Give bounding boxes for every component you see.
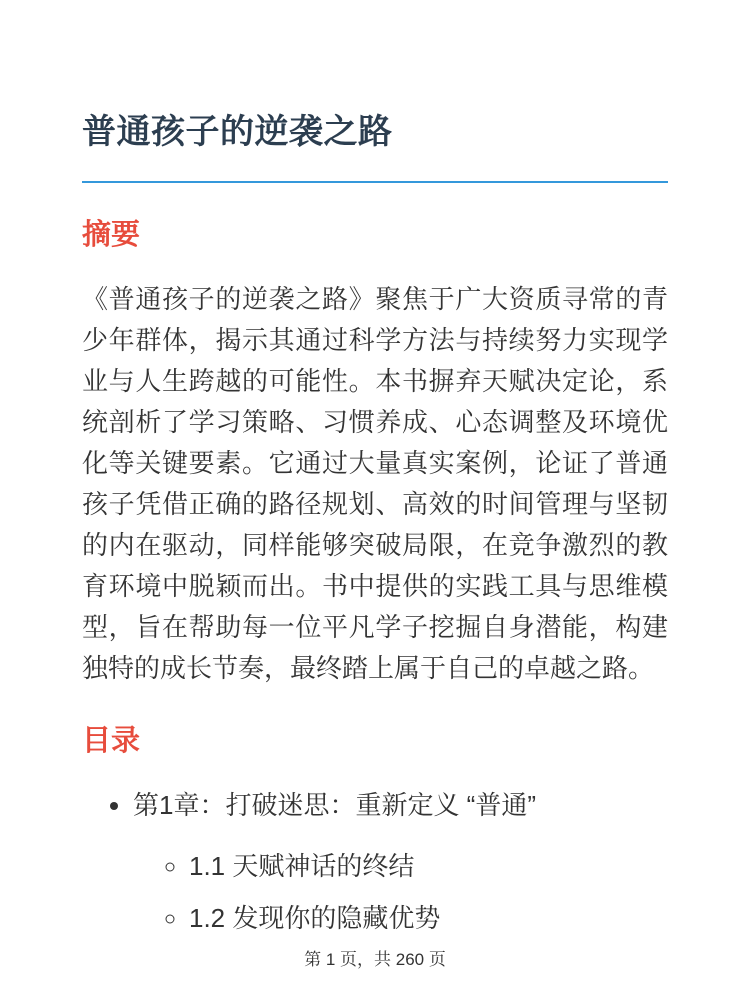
toc-section-label: 1.2 发现你的隐藏优势 [189,903,441,934]
toc-section-label: 1.1 天赋神话的终结 [189,851,415,882]
toc-section-item [189,846,668,886]
toc-chapter-label: 第1章：打破迷思：重新定义 “普通” [133,790,537,821]
toc-sublist [133,846,668,938]
title-divider [82,181,668,183]
toc-heading: 目录 [82,725,141,758]
abstract-heading: 摘要 [82,218,141,251]
footer-page-info: 第 1 页，共 260 页 [304,950,446,969]
page-title: 普通孩子的逆袭之路 [82,113,393,151]
abstract-paragraph: 《普通孩子的逆袭之路》聚焦于广大资质寻常的青少年群体，揭示其通过科学方法与持续努力实现学业与人生跨越的可能性。本书摒弃天赋决定论，系统剖析了学习策略、习惯养成、心态调整及环境优化等关键要素。它通过大量真实案例，论证了普通孩子凭借正确的路径规划、高效的时间管理与坚韧的内在驱动，同样能够突破局限，在竞争激烈的教育环境中脱颖而出。书中提供的实践工具与思维模型，旨在帮助每一位平凡学子挖掘自身潜能，构建独特的成长节奏，最终踏上属于自己的卓越之路。 [82,284,668,684]
toc-list [82,785,668,938]
toc-chapter-item [133,785,668,938]
toc-section-item [189,898,668,938]
